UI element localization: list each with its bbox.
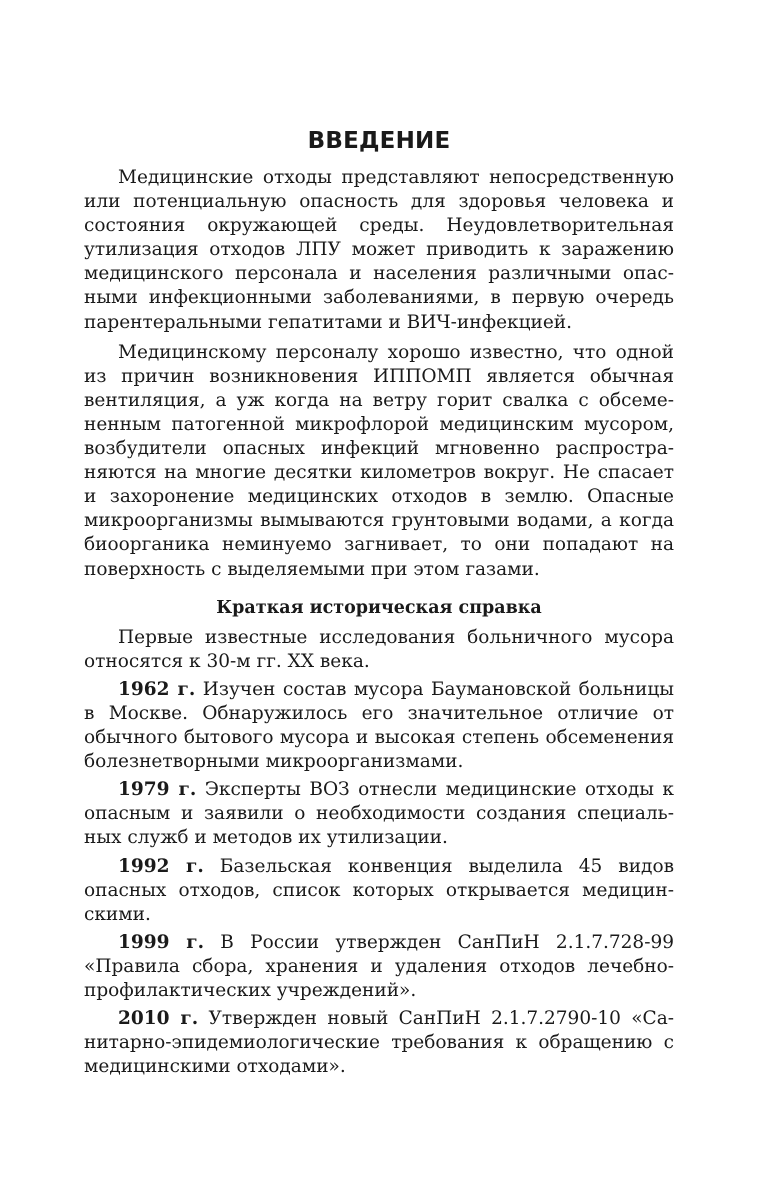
history-lead-paragraph: Первые известные исследования больничного мусора относятся к 30-м гг. XX века. bbox=[84, 626, 674, 672]
year-label: 1992 г. bbox=[118, 855, 204, 877]
page-title: ВВЕДЕНИЕ bbox=[307, 128, 451, 154]
entry-text: Изучен состав мусора Баумановской больницы в Москве. Обнаружилось его значительное отличие от обычного бытового мусора и высокая степень обсеменения болезнетворными микроорганизмами. bbox=[84, 678, 674, 773]
year-label: 1979 г. bbox=[118, 779, 197, 801]
section-heading: Краткая историческая справка bbox=[216, 597, 542, 618]
history-entry-1979 bbox=[84, 778, 674, 850]
history-entry-1992 bbox=[84, 855, 674, 927]
entry-text: Эксперты ВОЗ отнесли медицинские отходы к опасным и заявили о необходимости создания специальных служб и методов их утилизации. bbox=[84, 779, 674, 849]
history-entry-1962 bbox=[84, 678, 674, 774]
year-label: 1962 г. bbox=[118, 678, 196, 700]
intro-paragraph-2: Медицинскому персоналу хорошо известно, что одной из причин возникновения ИППОМП является обычная вентиляция, а уж когда на ветру горит свалка с обсемененным патогенной микрофлорой медицинским мусором, возбудители опасных инфекций мгновенно распространяются на многие десятки километров вокруг. Не спасает и захоронение медицинских отходов в землю. Опасные микроорганизмы вымываются грунтовыми водами, а когда биоорганика неминуемо загнивает, то они попадают на поверхность с выделяемыми при этом газами. bbox=[84, 341, 674, 580]
intro-paragraph-1: Медицинские отходы представляют непосредственную или потенциальную опасность для здоровья человека и состояния окружающей среды. Неудовлетворительная утилизация отходов ЛПУ может приводить к заражению медицинского персонала и населения различными опасными инфекционными заболеваниями, в первую очередь парентеральными гепатитами и ВИЧ-инфекцией. bbox=[84, 167, 674, 333]
year-label: 1999 г. bbox=[118, 931, 205, 953]
history-entry-1999 bbox=[84, 931, 674, 1003]
entry-text: Базельская конвенция выделила 45 видов опасных отходов, список которых открывается медицинскими. bbox=[84, 855, 674, 925]
document-page bbox=[84, 126, 674, 1083]
history-entry-2010 bbox=[84, 1007, 674, 1079]
entry-text: В России утвержден СанПиН 2.1.7.728-99 «Правила сбора, хранения и удаления отходов лечебно-профилактических учреждений». bbox=[84, 931, 674, 1001]
entry-text: Утвержден новый СанПиН 2.1.7.2790-10 «Санитарно-эпидемиологические требования к обращению с медицинскими отходами». bbox=[84, 1008, 674, 1078]
year-label: 2010 г. bbox=[118, 1008, 199, 1030]
